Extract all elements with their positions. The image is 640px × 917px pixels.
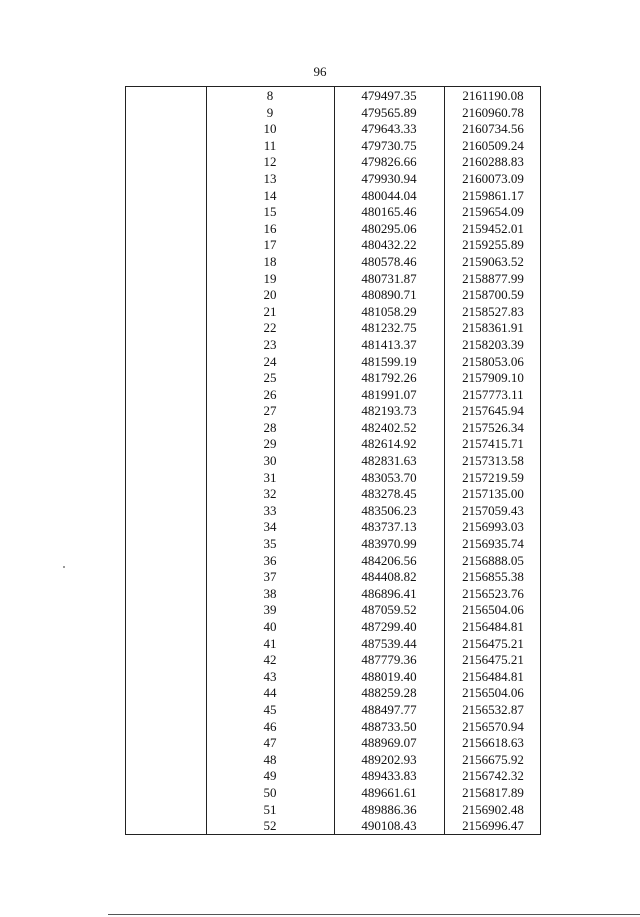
table-row <box>126 802 540 819</box>
point-number: 25 <box>263 370 277 386</box>
x-coordinate: 488733.50 <box>361 718 417 734</box>
x-coordinate: 490108.43 <box>361 818 417 834</box>
x-coordinate: 488497.77 <box>361 701 417 717</box>
x-coordinate: 482614.92 <box>361 436 417 452</box>
point-number: 13 <box>263 170 277 186</box>
table-row <box>126 818 540 835</box>
x-coordinate: 481792.26 <box>361 370 417 386</box>
table-row <box>126 486 540 503</box>
x-coordinate: 484408.82 <box>361 569 417 585</box>
x-coordinate: 489433.83 <box>361 768 417 784</box>
y-coordinate: 2156935.74 <box>462 536 524 552</box>
table-row <box>126 768 540 785</box>
point-number: 23 <box>263 336 277 352</box>
point-number: 29 <box>263 436 277 452</box>
point-number: 15 <box>263 204 277 220</box>
page-bottom-rule <box>108 914 640 915</box>
table-row <box>126 287 540 304</box>
x-coordinate: 488969.07 <box>361 735 417 751</box>
y-coordinate: 2156902.48 <box>462 801 524 817</box>
y-coordinate: 2161190.08 <box>462 88 524 103</box>
y-coordinate: 2156475.21 <box>462 635 524 651</box>
point-number: 41 <box>263 635 277 651</box>
table-row <box>126 619 540 636</box>
point-number: 47 <box>263 735 277 751</box>
point-number: 43 <box>263 668 277 684</box>
y-coordinate: 2156504.06 <box>462 685 524 701</box>
x-coordinate: 480731.87 <box>361 270 417 286</box>
scan-speck <box>63 566 65 568</box>
y-coordinate: 2157645.94 <box>462 403 524 419</box>
y-coordinate: 2158053.06 <box>462 353 524 369</box>
point-number: 31 <box>263 469 277 485</box>
x-coordinate: 488019.40 <box>361 668 417 684</box>
page-number: 96 <box>313 64 327 79</box>
table-row <box>126 586 540 603</box>
table-row <box>126 470 540 487</box>
point-number: 45 <box>263 701 277 717</box>
x-coordinate: 479643.33 <box>361 121 417 137</box>
table-row <box>126 354 540 371</box>
point-number: 10 <box>263 121 277 137</box>
x-coordinate: 483278.45 <box>361 486 417 502</box>
coordinates-table <box>125 86 541 835</box>
point-number: 27 <box>263 403 277 419</box>
point-number: 28 <box>263 419 277 435</box>
y-coordinate: 2158361.91 <box>462 320 524 336</box>
table-row <box>126 569 540 586</box>
x-coordinate: 481991.07 <box>361 386 417 402</box>
table-row <box>126 370 540 387</box>
x-coordinate: 479497.35 <box>361 88 417 103</box>
x-coordinate: 487539.44 <box>361 635 417 651</box>
table-row <box>126 702 540 719</box>
x-coordinate: 479730.75 <box>361 137 417 153</box>
y-coordinate: 2157773.11 <box>462 386 524 402</box>
x-coordinate: 481058.29 <box>361 303 417 319</box>
table-row <box>126 320 540 337</box>
x-coordinate: 487299.40 <box>361 619 417 634</box>
x-coordinate: 483737.13 <box>361 519 417 535</box>
point-number: 30 <box>263 453 277 469</box>
table-row <box>126 121 540 138</box>
point-number: 20 <box>263 287 277 303</box>
x-coordinate: 480295.06 <box>361 220 417 236</box>
point-number: 40 <box>263 619 277 634</box>
y-coordinate: 2159654.09 <box>462 204 524 220</box>
y-coordinate: 2157219.59 <box>462 469 524 485</box>
x-coordinate: 479826.66 <box>361 154 417 170</box>
x-coordinate: 482193.73 <box>361 403 417 419</box>
table-row <box>126 636 540 653</box>
point-number: 16 <box>263 220 277 236</box>
x-coordinate: 479565.89 <box>361 104 417 120</box>
point-number: 48 <box>263 751 277 767</box>
point-number: 50 <box>263 784 277 800</box>
point-number: 19 <box>263 270 277 286</box>
table-row <box>126 553 540 570</box>
y-coordinate: 2156675.92 <box>462 751 524 767</box>
y-coordinate: 2156484.81 <box>462 668 524 684</box>
y-coordinate: 2157526.34 <box>462 419 524 435</box>
y-coordinate: 2159063.52 <box>462 253 524 269</box>
x-coordinate: 480578.46 <box>361 253 417 269</box>
x-coordinate: 482402.52 <box>361 419 417 435</box>
point-number: 37 <box>263 569 277 585</box>
point-number: 24 <box>263 353 277 369</box>
x-coordinate: 481232.75 <box>361 320 417 336</box>
x-coordinate: 480165.46 <box>361 204 417 220</box>
x-coordinate: 479930.94 <box>361 170 417 186</box>
x-coordinate: 488259.28 <box>361 685 417 701</box>
x-coordinate: 483506.23 <box>361 502 417 518</box>
table-row <box>126 719 540 736</box>
table-row <box>126 652 540 669</box>
y-coordinate: 2156855.38 <box>462 569 524 585</box>
y-coordinate: 2156475.21 <box>462 652 524 668</box>
y-coordinate: 2158700.59 <box>462 287 524 303</box>
point-number: 33 <box>263 502 277 518</box>
x-coordinate: 480432.22 <box>361 237 417 253</box>
table-row <box>126 669 540 686</box>
y-coordinate: 2157909.10 <box>462 370 524 386</box>
y-coordinate: 2159861.17 <box>462 187 524 203</box>
y-coordinate: 2158877.99 <box>462 270 524 286</box>
point-number: 26 <box>263 386 277 402</box>
point-number: 34 <box>263 519 277 535</box>
table-row <box>126 735 540 752</box>
table-row <box>126 403 540 420</box>
x-coordinate: 483053.70 <box>361 469 417 485</box>
x-coordinate: 489202.93 <box>361 751 417 767</box>
y-coordinate: 2156484.81 <box>462 619 524 634</box>
x-coordinate: 480890.71 <box>361 287 417 303</box>
y-coordinate: 2156618.63 <box>462 735 524 751</box>
x-coordinate: 486896.41 <box>361 585 417 601</box>
y-coordinate: 2160960.78 <box>462 104 524 120</box>
table-row <box>126 436 540 453</box>
table-row <box>126 503 540 520</box>
point-number: 49 <box>263 768 277 784</box>
x-coordinate: 481599.19 <box>361 353 417 369</box>
point-number: 17 <box>263 237 277 253</box>
point-number: 39 <box>263 602 277 618</box>
table-row <box>126 138 540 155</box>
y-coordinate: 2156742.32 <box>462 768 524 784</box>
table-row <box>126 237 540 254</box>
y-coordinate: 2160509.24 <box>462 137 524 153</box>
y-coordinate: 2156817.89 <box>462 784 524 800</box>
point-number: 21 <box>263 303 277 319</box>
table-row <box>126 154 540 171</box>
y-coordinate: 2157059.43 <box>462 502 524 518</box>
point-number: 11 <box>263 137 277 153</box>
point-number: 46 <box>263 718 277 734</box>
table-row <box>126 685 540 702</box>
y-coordinate: 2156570.94 <box>462 718 524 734</box>
table-row <box>126 254 540 271</box>
table-row <box>126 420 540 437</box>
y-coordinate: 2156523.76 <box>462 585 524 601</box>
table-row <box>126 387 540 404</box>
y-coordinate: 2158203.39 <box>462 336 524 352</box>
point-number: 38 <box>263 585 277 601</box>
table-row <box>126 88 540 105</box>
y-coordinate: 2157313.58 <box>462 453 524 469</box>
table-row <box>126 519 540 536</box>
table-row <box>126 453 540 470</box>
y-coordinate: 2157135.00 <box>462 486 524 502</box>
y-coordinate: 2156504.06 <box>462 602 524 618</box>
table-row <box>126 271 540 288</box>
table-row <box>126 221 540 238</box>
point-number: 35 <box>263 536 277 552</box>
x-coordinate: 489886.36 <box>361 801 417 817</box>
table-body <box>126 88 540 835</box>
y-coordinate: 2160288.83 <box>462 154 524 170</box>
point-number: 14 <box>263 187 277 203</box>
table-row <box>126 337 540 354</box>
table-row <box>126 105 540 122</box>
y-coordinate: 2160073.09 <box>462 170 524 186</box>
point-number: 51 <box>263 801 277 817</box>
point-number: 9 <box>266 104 274 120</box>
x-coordinate: 483970.99 <box>361 536 417 552</box>
table-row <box>126 602 540 619</box>
x-coordinate: 481413.37 <box>361 336 417 352</box>
table-row <box>126 304 540 321</box>
y-coordinate: 2158527.83 <box>462 303 524 319</box>
x-coordinate: 489661.61 <box>361 784 417 800</box>
point-number: 44 <box>263 685 277 701</box>
point-number: 36 <box>263 552 277 568</box>
table-row <box>126 785 540 802</box>
point-number: 18 <box>263 253 277 269</box>
y-coordinate: 2157415.71 <box>462 436 524 452</box>
point-number: 22 <box>263 320 277 336</box>
table-row <box>126 752 540 769</box>
y-coordinate: 2160734.56 <box>462 121 524 137</box>
point-number: 12 <box>263 154 277 170</box>
table-row <box>126 536 540 553</box>
table-row <box>126 171 540 188</box>
y-coordinate: 2156996.47 <box>462 818 524 834</box>
x-coordinate: 487779.36 <box>361 652 417 668</box>
point-number: 52 <box>263 818 277 834</box>
y-coordinate: 2159452.01 <box>462 220 524 236</box>
point-number: 42 <box>263 652 277 668</box>
x-coordinate: 480044.04 <box>361 187 417 203</box>
y-coordinate: 2156888.05 <box>462 552 524 568</box>
x-coordinate: 482831.63 <box>361 453 417 469</box>
x-coordinate: 487059.52 <box>361 602 417 618</box>
point-number: 8 <box>266 88 274 103</box>
table-row <box>126 188 540 205</box>
y-coordinate: 2159255.89 <box>462 237 524 253</box>
y-coordinate: 2156532.87 <box>462 701 524 717</box>
x-coordinate: 484206.56 <box>361 552 417 568</box>
point-number: 32 <box>263 486 277 502</box>
table-row <box>126 204 540 221</box>
y-coordinate: 2156993.03 <box>462 519 524 535</box>
